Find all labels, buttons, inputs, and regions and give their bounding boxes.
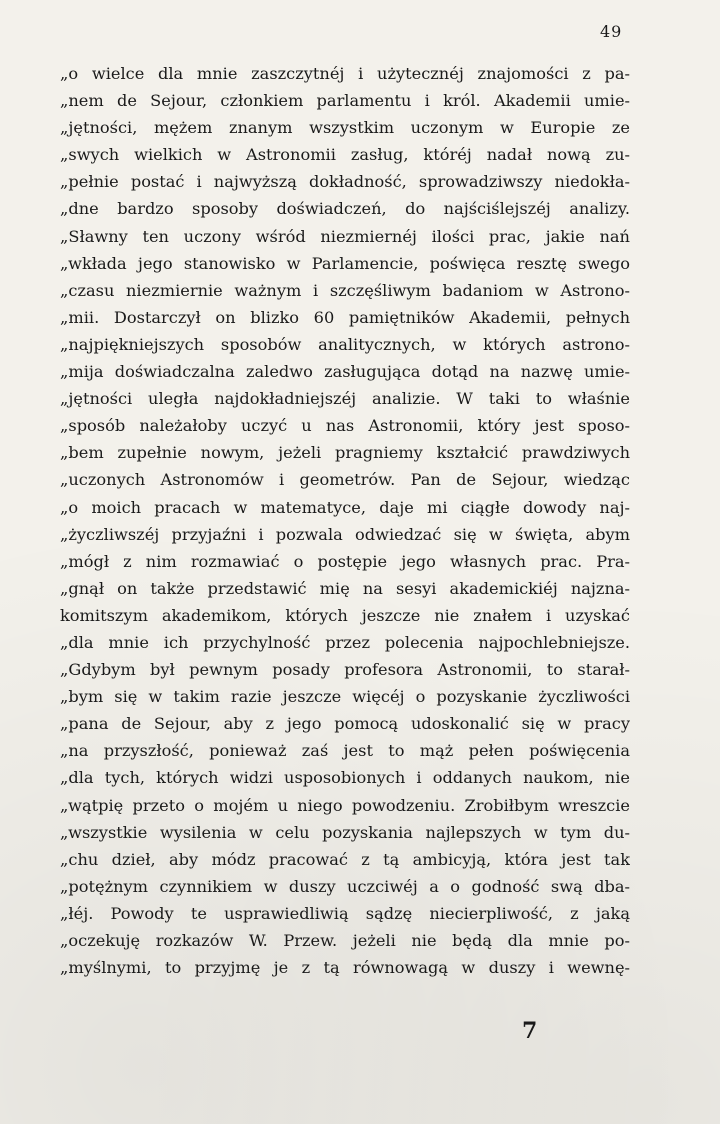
- text-line: „mógł z nim rozmawiać o postępie jego własnych prac. Pra-: [60, 551, 630, 571]
- text-line: „nem de Sejour, członkiem parlamentu i król. Akademii umie-: [60, 91, 630, 111]
- text-line: „sposób należałoby uczyć u nas Astronomii, który jest sposo-: [60, 416, 630, 436]
- text-line: „potężnym czynnikiem w duszy uczciwéj a o godność swą dba-: [60, 876, 630, 896]
- text-line: „łéj. Powody te usprawiedliwią sądzę niecierpliwość, z jaką: [60, 903, 630, 923]
- text-line: „dla tych, których widzi usposobionych i oddanych naukom, nie: [60, 768, 630, 788]
- text-line: „swych wielkich w Astronomii zasług, któréj nadał nową zu-: [60, 145, 630, 165]
- page-number: 49: [600, 22, 623, 41]
- text-line: „mija doświadczalna zaledwo zasługująca dotąd na nazwę umie-: [60, 362, 630, 382]
- text-line: „dne bardzo sposoby doświadczeń, do najściślejszéj analizy.: [60, 199, 630, 219]
- text-line: „wkłada jego stanowisko w Parlamencie, poświęca resztę swego: [60, 253, 630, 273]
- text-line: „chu dzieł, aby módz pracować z tą ambicyją, która jest tak: [60, 849, 630, 869]
- text-line: „bem zupełnie nowym, jeżeli pragniemy kształcić prawdziwych: [60, 443, 630, 463]
- text-line: „Gdybym był pewnym posady profesora Astronomii, to starał-: [60, 660, 630, 680]
- text-line: „najpiękniejszych sposobów analitycznych, w których astrono-: [60, 334, 630, 354]
- text-line: „jętności, mężem znanym wszystkim uczonym w Europie ze: [60, 118, 630, 138]
- text-line: „mii. Dostarczył on blizko 60 pamiętników Akademii, pełnych: [60, 307, 630, 327]
- text-line: „czasu niezmiernie ważnym i szczęśliwym badaniom w Astrono-: [60, 280, 630, 300]
- text-line: „gnął on także przedstawić mię na sesyi akademickiéj najzna-: [60, 578, 630, 598]
- text-line: „oczekuję rozkazów W. Przew. jeżeli nie będą dla mnie po-: [60, 931, 630, 950]
- text-line: „o wielce dla mnie zaszczytnéj i użytecznéj znajomości z pa-: [60, 64, 630, 83]
- text-line: „uczonych Astronomów i geometrów. Pan de Sejour, wiedząc: [60, 470, 630, 490]
- text-line: „życzliwszéj przyjaźni i pozwala odwiedzać się w święta, abym: [60, 524, 630, 544]
- signature-mark: 7: [522, 1018, 538, 1044]
- text-line: „dla mnie ich przychylność przez polecenia najpochlebniejsze.: [60, 632, 630, 652]
- text-line: „o moich pracach w matematyce, daje mi ciągłe dowody naj-: [60, 497, 630, 517]
- text-line: „jętności uległa najdokładniejszéj analizie. W taki to właśnie: [60, 389, 630, 409]
- text-line: „myślnymi, to przyjmę je z tą równowagą w duszy i wewnę-: [60, 958, 630, 978]
- text-line: „pełnie postać i najwyższą dokładność, sprowadziwszy niedokła-: [60, 172, 630, 192]
- text-line: „na przyszłość, ponieważ zaś jest to mąż pełen poświęcenia: [60, 741, 630, 761]
- text-line: „wszystkie wysilenia w celu pozyskania najlepszych w tym du-: [60, 822, 630, 842]
- text-line: „pana de Sejour, aby z jego pomocą udoskonalić się w pracy: [60, 714, 630, 734]
- text-line: „wątpię przeto o mojém u niego powodzeniu. Zrobiłbym wreszcie: [60, 795, 630, 815]
- text-line: komitszym akademikom, których jeszcze nie znałem i uzyskać: [60, 605, 630, 625]
- body-text: [60, 60, 630, 981]
- text-line: „bym się w takim razie jeszcze więcéj o pozyskanie życzliwości: [60, 687, 630, 707]
- text-line: „Sławny ten uczony wśród niezmiernéj ilości prac, jakie nań: [60, 226, 630, 246]
